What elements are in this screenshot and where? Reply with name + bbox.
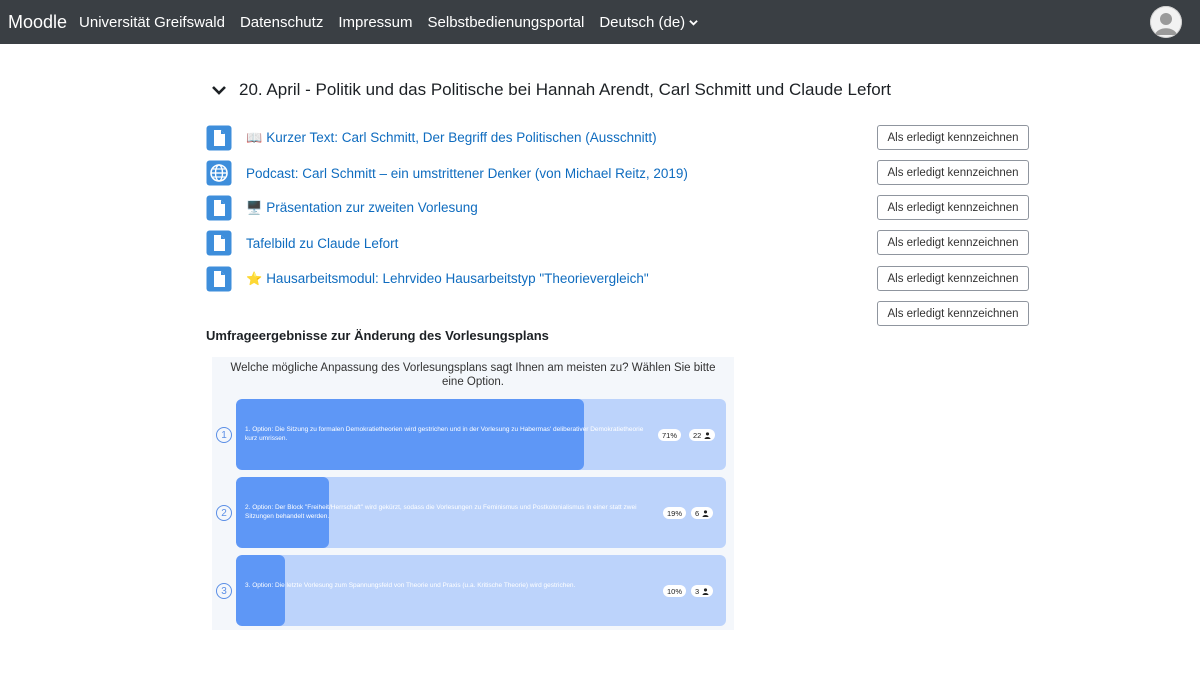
activity-link[interactable] [246,236,398,251]
activity-label: Kurzer Text: Carl Schmitt, Der Begriff des Politischen (Ausschnitt) [266,130,657,145]
poll-option-votes [689,429,715,441]
poll-option-votes [691,507,713,519]
language-label: Deutsch (de) [599,13,686,31]
poll-results-image [212,357,734,630]
nav-link-selfservice[interactable]: Selbstbedienungsportal [427,13,585,31]
mark-done-button[interactable]: Als erledigt kennzeichnen [877,125,1029,150]
option-number: 3 [216,583,232,599]
file-icon [206,230,232,256]
activity-link[interactable] [246,200,478,216]
activity-label: Podcast: Carl Schmitt – ein umstrittener Denker (von Michael Reitz, 2019) [246,165,688,181]
activity-link[interactable] [246,130,657,146]
poll-option-fill [236,555,285,626]
mark-done-button[interactable]: Als erledigt kennzeichnen [877,195,1029,220]
poll-option-text: 3. Option: Die letzte Vorlesung zum Spannungsfeld von Theorie und Praxis (u.a. Kritische Theorie) wird gestrichen. [245,582,576,589]
mark-done-button[interactable]: Als erledigt kennzeichnen [877,160,1029,185]
poll-option-bar[interactable] [236,399,726,470]
activity-label: Präsentation zur zweiten Vorlesung [266,200,478,215]
file-icon [206,125,232,151]
activity-label: Tafelbild zu Claude Lefort [246,235,399,251]
votes-count: 22 [693,430,702,440]
nav-link-university[interactable]: Universität Greifswald [79,13,225,31]
user-avatar-icon [1150,6,1182,38]
poll-option-votes [691,585,713,597]
person-icon [702,510,709,517]
person-icon [702,588,709,595]
top-navbar [0,0,1200,44]
votes-count: 6 [695,508,700,518]
activity-row [206,264,1036,294]
poll-option-text: 1. Option: Die Sitzung zu formalen Demokratietheorien wird gestrichen und in der Vorlesung zu Habermas' deliberativer Demokratietheorie kurz umrissen. [245,426,644,442]
mark-done-button[interactable]: Als erledigt kennzeichnen [877,301,1029,326]
activity-link[interactable] [246,166,688,181]
poll-option-bar[interactable] [236,555,726,626]
activity-label: Hausarbeitsmodul: Lehrvideo Hausarbeitstyp "Theorievergleich" [266,271,649,286]
results-heading: Umfrageergebnisse zur Änderung des Vorlesungsplans [206,328,549,343]
mark-done-button[interactable]: Als erledigt kennzeichnen [877,266,1029,291]
user-avatar[interactable] [1150,6,1182,38]
globe-icon [206,160,232,186]
poll-option-bar[interactable] [236,477,726,548]
book-icon: 📖 [246,130,263,145]
file-icon [206,195,232,221]
activity-row [206,228,1036,258]
votes-count: 3 [695,586,700,596]
nav-link-imprint[interactable]: Impressum [338,13,413,31]
poll-question: Welche mögliche Anpassung des Vorlesungsplans sagt Ihnen am meisten zu? Wählen Sie bitte eine Option. [230,362,716,388]
activity-row [206,158,1036,188]
poll-option-percent: 10% [663,585,686,597]
mark-done-button[interactable]: Als erledigt kennzeichnen [877,230,1029,255]
section-title: 20. April - Politik und das Politische bei Hannah Arendt, Carl Schmitt und Claude Lefort [239,80,892,99]
option-number: 2 [216,505,232,521]
brand-logo[interactable]: Moodle [8,11,68,32]
poll-option-percent: 71% [658,429,681,441]
poll-option-percent: 19% [663,507,686,519]
activity-row [206,193,1036,223]
chevron-down-icon [689,18,698,27]
section-header [210,80,891,100]
chevron-down-icon[interactable] [210,81,228,99]
language-menu[interactable] [599,14,698,31]
monitor-icon: 🖥️ [246,200,263,215]
file-icon [206,266,232,292]
nav-link-privacy[interactable]: Datenschutz [239,13,324,31]
poll-option-text: 2. Option: Der Block "Freiheit/Herrschaft" wird gekürzt, sodass die Vorlesungen zu Feminismus und Postkolonialismus in einer statt zwei Sitzungen behandelt werden. [245,504,637,520]
person-icon [704,432,711,439]
star-icon: ⭐ [246,271,263,286]
option-number: 1 [216,427,232,443]
activity-row [206,123,1036,153]
activity-link[interactable] [246,271,649,287]
